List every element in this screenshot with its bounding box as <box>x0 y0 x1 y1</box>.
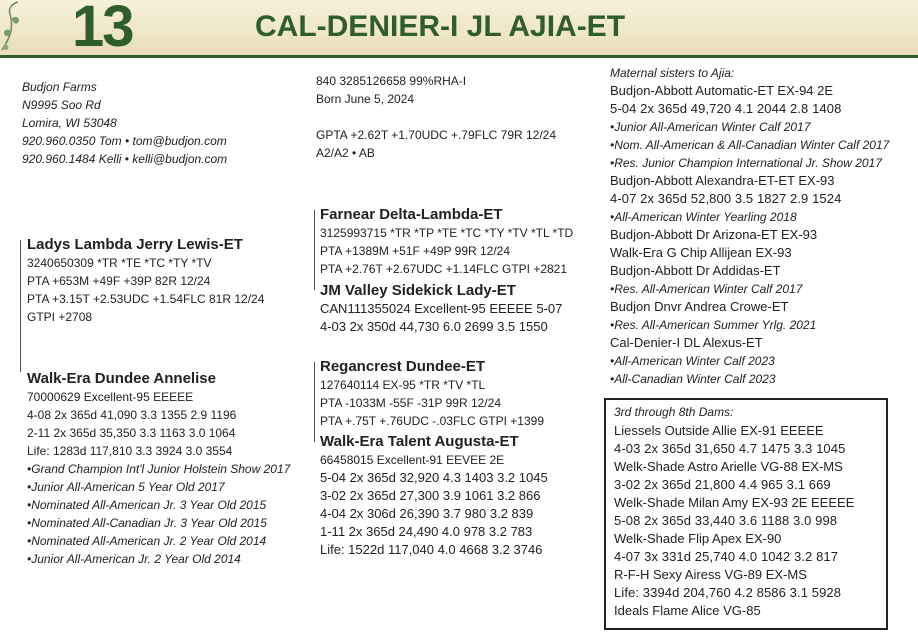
cow-name: Budjon-Abbott Dr Addidas-ET <box>610 263 781 278</box>
dam-honor: •Grand Champion Int'l Junior Holstein Show 2017 <box>27 462 291 476</box>
dams-heading: 3rd through 8th Dams: <box>614 405 734 419</box>
animal-line: Born June 5, 2024 <box>316 92 415 106</box>
dam-record: Life: 1283d 117,810 3.3 3924 3.0 3554 <box>27 444 233 458</box>
production-record: 5-08 2x 365d 33,440 3.6 1188 3.0 998 <box>614 512 838 528</box>
sires-sire-line: PTA +1389M +51F +49P 99R 12/24 <box>320 244 511 258</box>
consignor-line: N9995 Soo Rd <box>22 98 101 112</box>
dam-honor: •Nominated All-American Jr. 2 Year Old 2014 <box>27 534 267 548</box>
honor-line: •Res. Junior Champion International Jr. Show 2017 <box>610 156 882 170</box>
sire-line: 3240650309 *TR *TE *TC *TY *TV <box>27 256 212 270</box>
honor-line: •All-Canadian Winter Calf 2023 <box>610 372 776 386</box>
pedigree-bracket <box>314 210 315 290</box>
honor-line: •Junior All-American Winter Calf 2017 <box>610 120 811 134</box>
cow-name: Welk-Shade Astro Arielle VG-88 EX-MS <box>614 458 843 474</box>
dams-dam-record: 5-04 2x 365d 32,920 4.3 1403 3.2 1045 <box>320 470 548 485</box>
cow-name: Budjon Dnvr Andrea Crowe-ET <box>610 299 789 314</box>
cow-name: Budjon-Abbott Dr Arizona-ET EX-93 <box>610 227 818 242</box>
dams-dam-name: Walk-Era Talent Augusta-ET <box>320 433 519 450</box>
sires-dam-name: JM Valley Sidekick Lady-ET <box>320 282 516 299</box>
sire-line: GTPI +2708 <box>27 310 93 324</box>
dam-honor: •Nominated All-Canadian Jr. 3 Year Old 2015 <box>27 516 267 530</box>
pedigree-bracket <box>314 362 315 442</box>
sire-line: PTA +653M +49F +39P 82R 12/24 <box>27 274 211 288</box>
sisters-list <box>610 82 889 388</box>
dams-sire-line: PTA -1033M -55F -31P 99R 12/24 <box>320 396 501 410</box>
sires-dam-block <box>320 282 562 336</box>
dams-sire-block <box>320 358 544 430</box>
production-record: 3-02 2x 365d 21,800 4.4 965 3.1 669 <box>614 476 831 492</box>
ancestor-dams-box <box>604 398 888 630</box>
animal-line: 840 3285126658 99%RHA-I <box>316 74 467 88</box>
consignor-info <box>22 78 227 168</box>
animal-info <box>316 72 556 162</box>
sisters-heading: Maternal sisters to Ajia: <box>610 66 735 80</box>
production-record: 4-03 2x 365d 31,650 4.7 1475 3.3 1045 <box>614 440 846 456</box>
dam-record: 4-08 2x 365d 41,090 3.3 1355 2.9 1196 <box>27 408 237 422</box>
dam-line: 70000629 Excellent-95 EEEEE <box>27 390 194 404</box>
dams-list <box>614 422 854 620</box>
maternal-sisters <box>610 64 889 388</box>
sires-dam-line: CAN111355024 Excellent-95 EEEEE 5-07 <box>320 301 563 316</box>
cow-name: Ideals Flame Alice VG-85 <box>614 602 761 618</box>
cow-name: R-F-H Sexy Airess VG-89 EX-MS <box>614 566 807 582</box>
dams-sire-line: PTA +.75T +.76UDC -.03FLC GTPI +1399 <box>320 414 544 428</box>
sires-sire-line: PTA +2.76T +2.67UDC +1.14FLC GTPI +2821 <box>320 262 568 276</box>
sire-line: PTA +3.15T +2.53UDC +1.54FLC 81R 12/24 <box>27 292 265 306</box>
cow-name: Liessels Outside Allie EX-91 EEEEE <box>614 422 824 438</box>
production-record: Life: 3394d 204,760 4.2 8586 3.1 5928 <box>614 584 842 600</box>
vine-ornament-icon <box>0 0 60 55</box>
honor-line: •Res. All-American Summer Yrlg. 2021 <box>610 318 817 332</box>
dams-dam-record: 1-11 2x 365d 24,490 4.0 978 3.2 783 <box>320 524 533 539</box>
cow-name: Walk-Era G Chip Allijean EX-93 <box>610 245 792 260</box>
cow-name: Budjon-Abbott Automatic-ET EX-94 2E <box>610 83 834 98</box>
consignor-line: 920.960.0350 Tom • tom@budjon.com <box>22 134 227 148</box>
dam-honor: •Nominated All-American Jr. 3 Year Old 2015 <box>27 498 267 512</box>
production-record: 4-07 2x 365d 52,800 3.5 1827 2.9 1524 <box>610 191 842 206</box>
cow-name: Cal-Denier-I DL Alexus-ET <box>610 335 763 350</box>
dams-dam-record: 3-02 2x 365d 27,300 3.9 1061 3.2 866 <box>320 488 541 503</box>
ancestor-dams <box>614 403 854 620</box>
dam-honor: •Junior All-American Jr. 2 Year Old 2014 <box>27 552 241 566</box>
dam-name: Walk-Era Dundee Annelise <box>27 370 216 387</box>
dam-record: 2-11 2x 365d 35,350 3.3 1163 3.0 1064 <box>27 426 236 440</box>
sire-name: Ladys Lambda Jerry Lewis-ET <box>27 236 243 253</box>
honor-line: •All-American Winter Yearling 2018 <box>610 210 797 224</box>
animal-gpta: GPTA +2.62T +1.70UDC +.79FLC 79R 12/24 <box>316 128 557 142</box>
lot-number: 13 <box>72 0 133 59</box>
dams-sire-line: 127640114 EX-95 *TR *TV *TL <box>320 378 486 392</box>
cow-name: Welk-Shade Milan Amy EX-93 2E EEEEE <box>614 494 855 510</box>
dams-dam-record: Life: 1522d 117,040 4.0 4668 3.2 3746 <box>320 542 543 557</box>
dams-sire-name: Regancrest Dundee-ET <box>320 358 486 375</box>
honor-line: •Nom. All-American & All-Canadian Winter Calf 2017 <box>610 138 890 152</box>
sires-sire-block <box>320 206 573 278</box>
dam-block <box>27 370 290 568</box>
consignor-line: 920.960.1484 Kelli • kelli@budjon.com <box>22 152 228 166</box>
sires-dam-record: 4-03 2x 350d 44,730 6.0 2699 3.5 1550 <box>320 319 548 334</box>
dams-dam-block <box>320 433 548 559</box>
animal-genetics: A2/A2 • AB <box>316 146 375 160</box>
sires-sire-line: 3125993715 *TR *TP *TE *TC *TY *TV *TL *TD <box>320 226 574 240</box>
page-title: CAL-DENIER-I JL AJIA-ET <box>255 10 626 43</box>
dams-dam-record: 4-04 2x 306d 26,390 3.7 980 3.2 839 <box>320 506 534 521</box>
consignor-line: Lomira, WI 53048 <box>22 116 117 130</box>
honor-line: •All-American Winter Calf 2023 <box>610 354 775 368</box>
sire-block <box>27 236 264 326</box>
cow-name: Welk-Shade Flip Apex EX-90 <box>614 530 782 546</box>
header-banner <box>0 0 918 58</box>
cow-name: Budjon-Abbott Alexandra-ET-ET EX-93 <box>610 173 835 188</box>
dam-honor: •Junior All-American 5 Year Old 2017 <box>27 480 225 494</box>
sires-sire-name: Farnear Delta-Lambda-ET <box>320 206 503 223</box>
honor-line: •Res. All-American Winter Calf 2017 <box>610 282 803 296</box>
production-record: 5-04 2x 365d 49,720 4.1 2044 2.8 1408 <box>610 101 842 116</box>
pedigree-bracket <box>20 240 21 372</box>
dams-dam-line: 66458015 Excellent-91 EEVEE 2E <box>320 453 505 467</box>
production-record: 4-07 3x 331d 25,740 4.0 1042 3.2 817 <box>614 548 839 564</box>
consignor-line: Budjon Farms <box>22 80 97 94</box>
